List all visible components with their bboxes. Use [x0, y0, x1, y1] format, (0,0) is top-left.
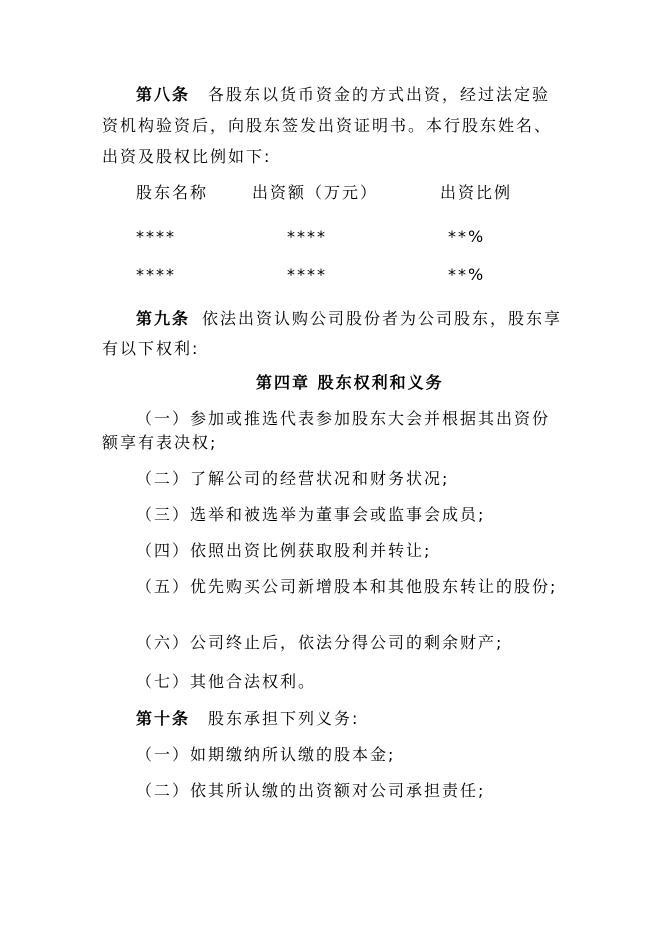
table-header-amount: 出资额（万元） [252, 183, 379, 202]
table-row-1-amount: **** [287, 227, 327, 246]
right-item-6: （六）公司终止后，依法分得公司的剩余财产; [136, 633, 504, 652]
table-row-1-ratio: **% [448, 227, 486, 246]
article-9-paragraph-line-1 [136, 309, 562, 328]
article-9-heading: 第九条 [136, 309, 191, 328]
article-10-paragraph [136, 709, 359, 728]
article-8-text-line-1: 各股东以货币资金的方式出资，经过法定验 [208, 85, 551, 104]
right-item-7: （七）其他合法权利。 [136, 672, 317, 691]
table-row-1-name: **** [136, 227, 176, 246]
right-item-1-line-2: 额享有表决权; [102, 433, 218, 452]
obligation-item-1: （一）如期缴纳所认缴的股本金; [136, 745, 396, 764]
right-item-4: （四）依照出资比例获取股利并转让; [136, 541, 432, 560]
article-9-text-line-2: 有以下权利: [102, 339, 200, 358]
table-row-2-amount: **** [287, 265, 327, 284]
right-item-1-line-1: （一）参加或推选代表参加股东大会并根据其出资份 [136, 409, 551, 428]
table-row-2-name: **** [136, 265, 176, 284]
chapter-4-title: 第四章 股东权利和义务 [256, 373, 444, 392]
right-item-5: （五）优先购买公司新增股本和其他股东转让的股份; [136, 577, 558, 596]
article-9-text-line-1: 依法出资认购公司股份者为公司股东，股东享 [202, 309, 563, 328]
article-8-paragraph-line-1 [136, 85, 550, 104]
right-item-3: （三）选举和被选举为董事会或监事会成员; [136, 505, 486, 524]
article-8-text-line-3: 出资及股权比例如下: [102, 147, 272, 166]
obligation-item-2: （二）依其所认缴的出资额对公司承担责任; [136, 781, 486, 800]
article-8-text-line-2: 资机构验资后，向股东签发出资证明书。本行股东姓名、 [102, 116, 553, 135]
article-8-heading: 第八条 [136, 85, 191, 104]
table-header-name: 股东名称 [136, 183, 209, 202]
article-10-text: 股东承担下列义务: [208, 709, 360, 728]
right-item-2: （二）了解公司的经营状况和财务状况; [136, 469, 450, 488]
article-10-heading: 第十条 [136, 709, 191, 728]
table-row-2-ratio: **% [448, 265, 486, 284]
table-header-ratio: 出资比例 [440, 183, 513, 202]
